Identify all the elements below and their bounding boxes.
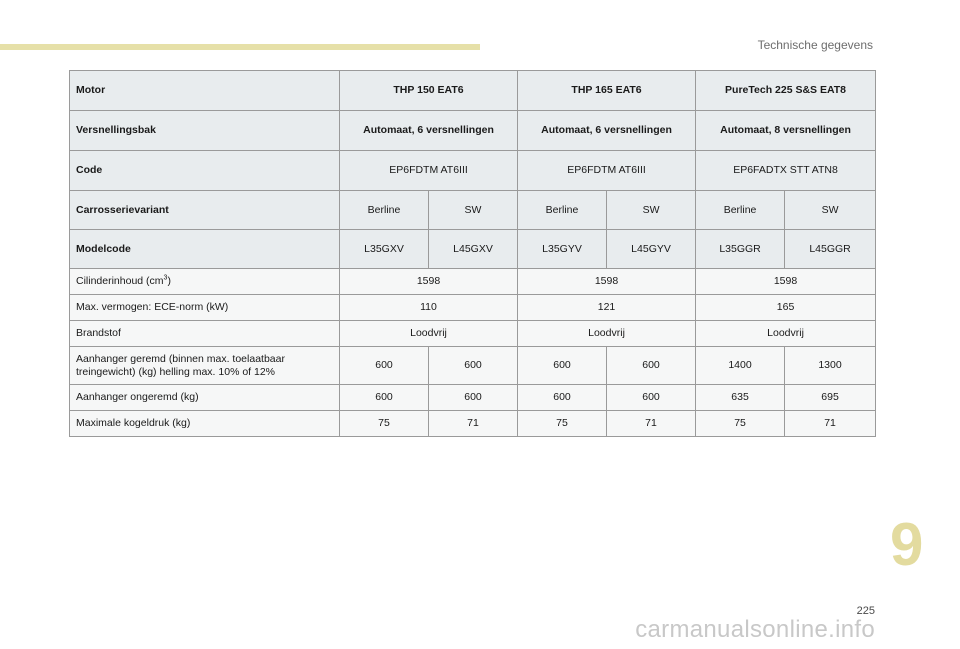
nose-weight-cell: 71 bbox=[785, 411, 876, 437]
body-variant-cell: Berline bbox=[518, 191, 607, 230]
body-variant-cell: SW bbox=[607, 191, 696, 230]
code-cell: EP6FDTM AT6III bbox=[518, 151, 696, 191]
row-label: Carrosserievariant bbox=[70, 191, 340, 230]
body-variant-cell: SW bbox=[429, 191, 518, 230]
row-fuel bbox=[70, 321, 876, 347]
watermark: carmanualsonline.info bbox=[635, 616, 875, 643]
unbraked-trailer-cell: 635 bbox=[696, 385, 785, 411]
row-braked-trailer bbox=[70, 347, 876, 385]
nose-weight-cell: 75 bbox=[340, 411, 429, 437]
unbraked-trailer-cell: 600 bbox=[518, 385, 607, 411]
fuel-cell: Loodvrij bbox=[696, 321, 876, 347]
model-code-cell: L45GGR bbox=[785, 230, 876, 269]
motor-cell: PureTech 225 S&S EAT8 bbox=[696, 71, 876, 111]
fuel-cell: Loodvrij bbox=[518, 321, 696, 347]
transmission-cell: Automaat, 6 versnellingen bbox=[518, 111, 696, 151]
motor-cell: THP 165 EAT6 bbox=[518, 71, 696, 111]
row-max-power bbox=[70, 295, 876, 321]
row-label: Brandstof bbox=[70, 321, 340, 347]
model-code-cell: L45GYV bbox=[607, 230, 696, 269]
nose-weight-cell: 75 bbox=[518, 411, 607, 437]
unbraked-trailer-cell: 600 bbox=[429, 385, 518, 411]
braked-trailer-cell: 600 bbox=[607, 347, 696, 385]
row-label bbox=[70, 347, 340, 385]
row-displacement bbox=[70, 269, 876, 295]
header-accent-bar bbox=[0, 44, 480, 50]
nose-weight-cell: 71 bbox=[429, 411, 518, 437]
unbraked-trailer-cell: 600 bbox=[340, 385, 429, 411]
nose-weight-cell: 71 bbox=[607, 411, 696, 437]
row-unbraked-trailer bbox=[70, 385, 876, 411]
model-code-cell: L35GXV bbox=[340, 230, 429, 269]
row-label: Max. vermogen: ECE-norm (kW) bbox=[70, 295, 340, 321]
max-power-cell: 121 bbox=[518, 295, 696, 321]
transmission-cell: Automaat, 6 versnellingen bbox=[340, 111, 518, 151]
displacement-cell: 1598 bbox=[696, 269, 876, 295]
chapter-number: 9 bbox=[890, 511, 924, 578]
row-label-line2: treingewicht) (kg) helling max. 10% of 12% bbox=[76, 365, 276, 378]
body-variant-cell: Berline bbox=[340, 191, 429, 230]
row-label-end: ) bbox=[167, 275, 171, 287]
row-motor bbox=[70, 71, 876, 111]
row-label: Aanhanger ongeremd (kg) bbox=[70, 385, 340, 411]
row-label-line1: Aanhanger geremd (binnen max. toelaatbaar bbox=[76, 352, 285, 365]
row-label bbox=[70, 269, 340, 295]
row-label: Motor bbox=[70, 71, 340, 111]
section-title: Technische gegevens bbox=[757, 38, 873, 52]
row-transmission bbox=[70, 111, 876, 151]
body-variant-cell: SW bbox=[785, 191, 876, 230]
max-power-cell: 110 bbox=[340, 295, 518, 321]
technical-spec-table bbox=[69, 70, 876, 437]
row-model-code bbox=[70, 230, 876, 269]
max-power-cell: 165 bbox=[696, 295, 876, 321]
row-body-variant bbox=[70, 191, 876, 230]
model-code-cell: L45GXV bbox=[429, 230, 518, 269]
page-number: 225 bbox=[856, 605, 875, 617]
row-nose-weight bbox=[70, 411, 876, 437]
row-code bbox=[70, 151, 876, 191]
code-cell: EP6FDTM AT6III bbox=[340, 151, 518, 191]
displacement-cell: 1598 bbox=[518, 269, 696, 295]
unbraked-trailer-cell: 600 bbox=[607, 385, 696, 411]
fuel-cell: Loodvrij bbox=[340, 321, 518, 347]
motor-cell: THP 150 EAT6 bbox=[340, 71, 518, 111]
braked-trailer-cell: 1400 bbox=[696, 347, 785, 385]
transmission-cell: Automaat, 8 versnellingen bbox=[696, 111, 876, 151]
row-label: Maximale kogeldruk (kg) bbox=[70, 411, 340, 437]
nose-weight-cell: 75 bbox=[696, 411, 785, 437]
superscript: 3 bbox=[163, 274, 168, 282]
body-variant-cell: Berline bbox=[696, 191, 785, 230]
braked-trailer-cell: 600 bbox=[518, 347, 607, 385]
braked-trailer-cell: 600 bbox=[429, 347, 518, 385]
code-cell: EP6FADTX STT ATN8 bbox=[696, 151, 876, 191]
displacement-cell: 1598 bbox=[340, 269, 518, 295]
row-label-text: Cilinderinhoud (cm bbox=[76, 275, 164, 287]
row-label: Versnellingsbak bbox=[70, 111, 340, 151]
braked-trailer-cell: 600 bbox=[340, 347, 429, 385]
unbraked-trailer-cell: 695 bbox=[785, 385, 876, 411]
row-label: Modelcode bbox=[70, 230, 340, 269]
row-label: Code bbox=[70, 151, 340, 191]
model-code-cell: L35GGR bbox=[696, 230, 785, 269]
model-code-cell: L35GYV bbox=[518, 230, 607, 269]
braked-trailer-cell: 1300 bbox=[785, 347, 876, 385]
